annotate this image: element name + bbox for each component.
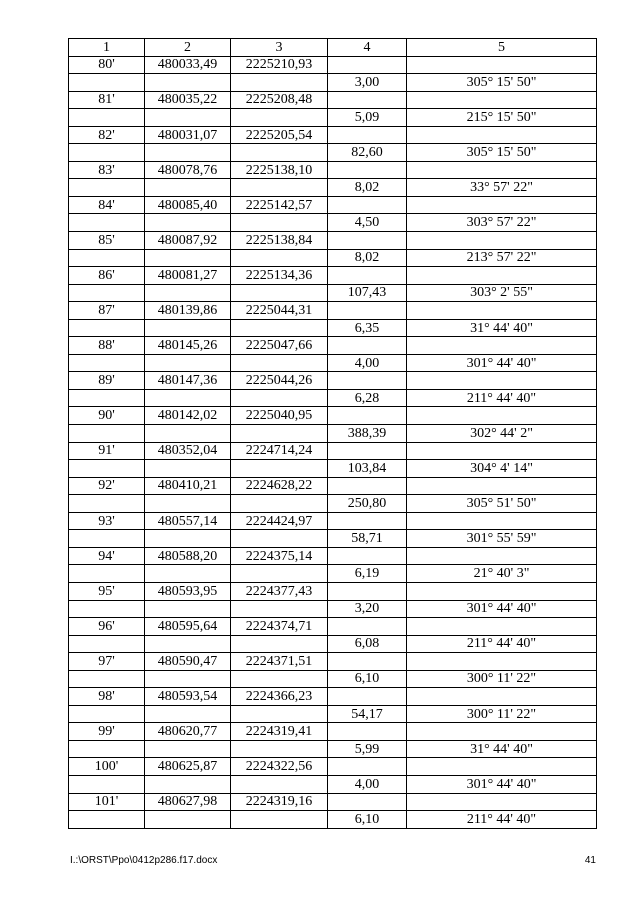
table-row [69,618,597,636]
bearing-cell [407,407,597,425]
x-coordinate-cell [145,600,231,618]
table-row [69,109,597,127]
distance-cell [328,161,407,179]
distance-cell: 4,00 [328,775,407,793]
x-coordinate-cell: 480625,87 [145,758,231,776]
x-coordinate-cell [145,144,231,162]
distance-cell: 8,02 [328,179,407,197]
x-coordinate-cell: 480035,22 [145,91,231,109]
bearing-cell [407,161,597,179]
distance-cell [328,688,407,706]
table-row [69,442,597,460]
y-coordinate-cell [231,530,328,548]
x-coordinate-cell: 480139,86 [145,302,231,320]
table-row [69,232,597,250]
table-row [69,547,597,565]
distance-cell: 6,35 [328,319,407,337]
header-cell-5: 5 [407,39,597,57]
point-cell: 99' [69,723,145,741]
point-cell: 83' [69,161,145,179]
distance-cell: 388,39 [328,425,407,443]
distance-cell [328,56,407,74]
distance-cell: 8,02 [328,249,407,267]
point-cell [69,389,145,407]
x-coordinate-cell: 480085,40 [145,196,231,214]
bearing-cell: 213° 57' 22" [407,249,597,267]
footer-page-number: 41 [584,855,596,866]
x-coordinate-cell: 480593,54 [145,688,231,706]
bearing-cell [407,582,597,600]
bearing-cell [407,793,597,811]
point-cell: 94' [69,547,145,565]
distance-cell: 250,80 [328,495,407,513]
distance-cell: 5,99 [328,740,407,758]
table-row [69,407,597,425]
table-row [69,214,597,232]
coordinates-table [68,38,597,829]
y-coordinate-cell: 2224628,22 [231,477,328,495]
point-cell: 81' [69,91,145,109]
bearing-cell: 300° 11' 22" [407,670,597,688]
bearing-cell: 301° 44' 40" [407,354,597,372]
x-coordinate-cell: 480590,47 [145,653,231,671]
table-row [69,179,597,197]
bearing-cell: 21° 40' 3" [407,565,597,583]
point-cell [69,495,145,513]
bearing-cell [407,267,597,285]
table-row [69,565,597,583]
point-cell [69,530,145,548]
bearing-cell [407,653,597,671]
y-coordinate-cell [231,775,328,793]
distance-cell [328,723,407,741]
y-coordinate-cell [231,249,328,267]
y-coordinate-cell: 2225205,54 [231,126,328,144]
distance-cell: 54,17 [328,705,407,723]
point-cell [69,319,145,337]
distance-cell [328,618,407,636]
table-row [69,249,597,267]
point-cell [69,74,145,92]
distance-cell: 103,84 [328,460,407,478]
table-row [69,793,597,811]
point-cell: 95' [69,582,145,600]
point-cell: 96' [69,618,145,636]
table-body [69,39,597,829]
bearing-cell: 304° 4' 14" [407,460,597,478]
bearing-cell: 31° 44' 40" [407,740,597,758]
y-coordinate-cell [231,600,328,618]
x-coordinate-cell [145,249,231,267]
table-row [69,74,597,92]
bearing-cell: 301° 55' 59" [407,530,597,548]
point-cell: 85' [69,232,145,250]
table-row [69,600,597,618]
table-row [69,425,597,443]
y-coordinate-cell [231,670,328,688]
table-row [69,811,597,829]
bearing-cell [407,723,597,741]
distance-cell: 58,71 [328,530,407,548]
y-coordinate-cell: 2225040,95 [231,407,328,425]
y-coordinate-cell [231,354,328,372]
table-row [69,512,597,530]
bearing-cell [407,56,597,74]
y-coordinate-cell [231,460,328,478]
point-cell [69,214,145,232]
distance-cell [328,232,407,250]
table-row [69,530,597,548]
y-coordinate-cell: 2224377,43 [231,582,328,600]
footer-file-path: I.:\ORST\Ppo\0412p286.f17.docx [70,855,218,866]
point-cell [69,425,145,443]
header-cell-2: 2 [145,39,231,57]
distance-cell: 6,19 [328,565,407,583]
distance-cell: 3,20 [328,600,407,618]
y-coordinate-cell [231,389,328,407]
point-cell [69,144,145,162]
y-coordinate-cell: 2225134,36 [231,267,328,285]
table-row [69,723,597,741]
y-coordinate-cell: 2224319,41 [231,723,328,741]
point-cell: 92' [69,477,145,495]
y-coordinate-cell [231,565,328,583]
table-row [69,267,597,285]
table-row [69,477,597,495]
header-cell-1: 1 [69,39,145,57]
y-coordinate-cell: 2224424,97 [231,512,328,530]
point-cell: 86' [69,267,145,285]
x-coordinate-cell: 480087,92 [145,232,231,250]
y-coordinate-cell [231,811,328,829]
y-coordinate-cell: 2225138,84 [231,232,328,250]
y-coordinate-cell: 2225047,66 [231,337,328,355]
y-coordinate-cell: 2225142,57 [231,196,328,214]
bearing-cell [407,512,597,530]
bearing-cell [407,196,597,214]
bearing-cell: 301° 44' 40" [407,775,597,793]
point-cell: 100' [69,758,145,776]
bearing-cell [407,618,597,636]
distance-cell [328,407,407,425]
x-coordinate-cell [145,284,231,302]
distance-cell: 6,08 [328,635,407,653]
y-coordinate-cell [231,214,328,232]
point-cell: 91' [69,442,145,460]
bearing-cell: 31° 44' 40" [407,319,597,337]
y-coordinate-cell [231,319,328,337]
point-cell [69,811,145,829]
distance-cell [328,302,407,320]
bearing-cell: 301° 44' 40" [407,600,597,618]
y-coordinate-cell: 2224319,16 [231,793,328,811]
bearing-cell: 211° 44' 40" [407,389,597,407]
y-coordinate-cell: 2224371,51 [231,653,328,671]
y-coordinate-cell [231,74,328,92]
distance-cell [328,477,407,495]
bearing-cell [407,302,597,320]
bearing-cell [407,758,597,776]
distance-cell: 3,00 [328,74,407,92]
distance-cell [328,547,407,565]
x-coordinate-cell [145,460,231,478]
point-cell [69,354,145,372]
header-cell-3: 3 [231,39,328,57]
bearing-cell: 303° 2' 55" [407,284,597,302]
x-coordinate-cell [145,214,231,232]
y-coordinate-cell [231,109,328,127]
table-row [69,775,597,793]
table-row [69,91,597,109]
table-row [69,670,597,688]
bearing-cell [407,477,597,495]
x-coordinate-cell [145,565,231,583]
point-cell: 98' [69,688,145,706]
y-coordinate-cell [231,179,328,197]
x-coordinate-cell: 480410,21 [145,477,231,495]
point-cell [69,460,145,478]
point-cell [69,179,145,197]
distance-cell: 6,10 [328,670,407,688]
y-coordinate-cell [231,144,328,162]
x-coordinate-cell [145,530,231,548]
y-coordinate-cell: 2224374,71 [231,618,328,636]
table-row [69,337,597,355]
point-cell [69,565,145,583]
y-coordinate-cell [231,425,328,443]
x-coordinate-cell [145,705,231,723]
bearing-cell: 302° 44' 2" [407,425,597,443]
y-coordinate-cell: 2225210,93 [231,56,328,74]
y-coordinate-cell: 2225044,26 [231,372,328,390]
bearing-cell: 211° 44' 40" [407,811,597,829]
point-cell [69,109,145,127]
x-coordinate-cell: 480147,36 [145,372,231,390]
x-coordinate-cell: 480595,64 [145,618,231,636]
x-coordinate-cell: 480081,27 [145,267,231,285]
x-coordinate-cell [145,354,231,372]
point-cell [69,249,145,267]
x-coordinate-cell [145,775,231,793]
distance-cell [328,267,407,285]
point-cell: 84' [69,196,145,214]
table-row [69,284,597,302]
distance-cell [328,653,407,671]
bearing-cell: 303° 57' 22" [407,214,597,232]
distance-cell [328,442,407,460]
table-row [69,758,597,776]
y-coordinate-cell: 2225138,10 [231,161,328,179]
header-row [69,39,597,57]
bearing-cell [407,442,597,460]
x-coordinate-cell [145,74,231,92]
distance-cell: 5,09 [328,109,407,127]
bearing-cell: 211° 44' 40" [407,635,597,653]
x-coordinate-cell: 480078,76 [145,161,231,179]
point-cell [69,600,145,618]
distance-cell [328,91,407,109]
table-row [69,582,597,600]
point-cell: 87' [69,302,145,320]
point-cell: 88' [69,337,145,355]
table-row [69,196,597,214]
point-cell: 101' [69,793,145,811]
distance-cell [328,582,407,600]
bearing-cell: 215° 15' 50" [407,109,597,127]
x-coordinate-cell [145,635,231,653]
y-coordinate-cell [231,705,328,723]
x-coordinate-cell [145,740,231,758]
x-coordinate-cell [145,811,231,829]
x-coordinate-cell [145,425,231,443]
y-coordinate-cell [231,495,328,513]
distance-cell: 82,60 [328,144,407,162]
point-cell: 93' [69,512,145,530]
y-coordinate-cell: 2224366,23 [231,688,328,706]
table-row [69,688,597,706]
point-cell [69,284,145,302]
bearing-cell: 33° 57' 22" [407,179,597,197]
point-cell [69,635,145,653]
distance-cell [328,126,407,144]
y-coordinate-cell [231,635,328,653]
table-row [69,653,597,671]
distance-cell: 4,50 [328,214,407,232]
bearing-cell [407,372,597,390]
table-row [69,495,597,513]
point-cell: 89' [69,372,145,390]
y-coordinate-cell: 2224714,24 [231,442,328,460]
table-row [69,144,597,162]
x-coordinate-cell [145,109,231,127]
bearing-cell [407,547,597,565]
table-row [69,319,597,337]
table-row [69,161,597,179]
x-coordinate-cell [145,495,231,513]
table-row [69,126,597,144]
bearing-cell [407,126,597,144]
y-coordinate-cell: 2225208,48 [231,91,328,109]
distance-cell: 6,10 [328,811,407,829]
point-cell [69,670,145,688]
distance-cell [328,758,407,776]
bearing-cell [407,337,597,355]
x-coordinate-cell: 480031,07 [145,126,231,144]
y-coordinate-cell: 2224322,56 [231,758,328,776]
bearing-cell: 305° 15' 50" [407,144,597,162]
table-row [69,354,597,372]
x-coordinate-cell: 480557,14 [145,512,231,530]
point-cell: 90' [69,407,145,425]
point-cell: 97' [69,653,145,671]
table-row [69,372,597,390]
y-coordinate-cell: 2225044,31 [231,302,328,320]
y-coordinate-cell: 2224375,14 [231,547,328,565]
table-row [69,389,597,407]
table-row [69,302,597,320]
bearing-cell [407,688,597,706]
x-coordinate-cell [145,179,231,197]
point-cell: 80' [69,56,145,74]
distance-cell [328,196,407,214]
x-coordinate-cell: 480352,04 [145,442,231,460]
x-coordinate-cell: 480627,98 [145,793,231,811]
distance-cell [328,372,407,390]
x-coordinate-cell: 480145,26 [145,337,231,355]
y-coordinate-cell [231,284,328,302]
point-cell [69,705,145,723]
table-row [69,460,597,478]
bearing-cell: 300° 11' 22" [407,705,597,723]
point-cell [69,740,145,758]
distance-cell: 4,00 [328,354,407,372]
x-coordinate-cell: 480033,49 [145,56,231,74]
table-row [69,56,597,74]
distance-cell [328,512,407,530]
x-coordinate-cell: 480620,77 [145,723,231,741]
bearing-cell [407,91,597,109]
table-row [69,635,597,653]
x-coordinate-cell: 480142,02 [145,407,231,425]
y-coordinate-cell [231,740,328,758]
bearing-cell [407,232,597,250]
bearing-cell: 305° 15' 50" [407,74,597,92]
distance-cell: 6,28 [328,389,407,407]
distance-cell [328,337,407,355]
table-row [69,740,597,758]
x-coordinate-cell: 480593,95 [145,582,231,600]
point-cell [69,775,145,793]
header-cell-4: 4 [328,39,407,57]
point-cell: 82' [69,126,145,144]
distance-cell [328,793,407,811]
distance-cell: 107,43 [328,284,407,302]
x-coordinate-cell: 480588,20 [145,547,231,565]
x-coordinate-cell [145,389,231,407]
x-coordinate-cell [145,670,231,688]
table-row [69,705,597,723]
x-coordinate-cell [145,319,231,337]
bearing-cell: 305° 51' 50" [407,495,597,513]
